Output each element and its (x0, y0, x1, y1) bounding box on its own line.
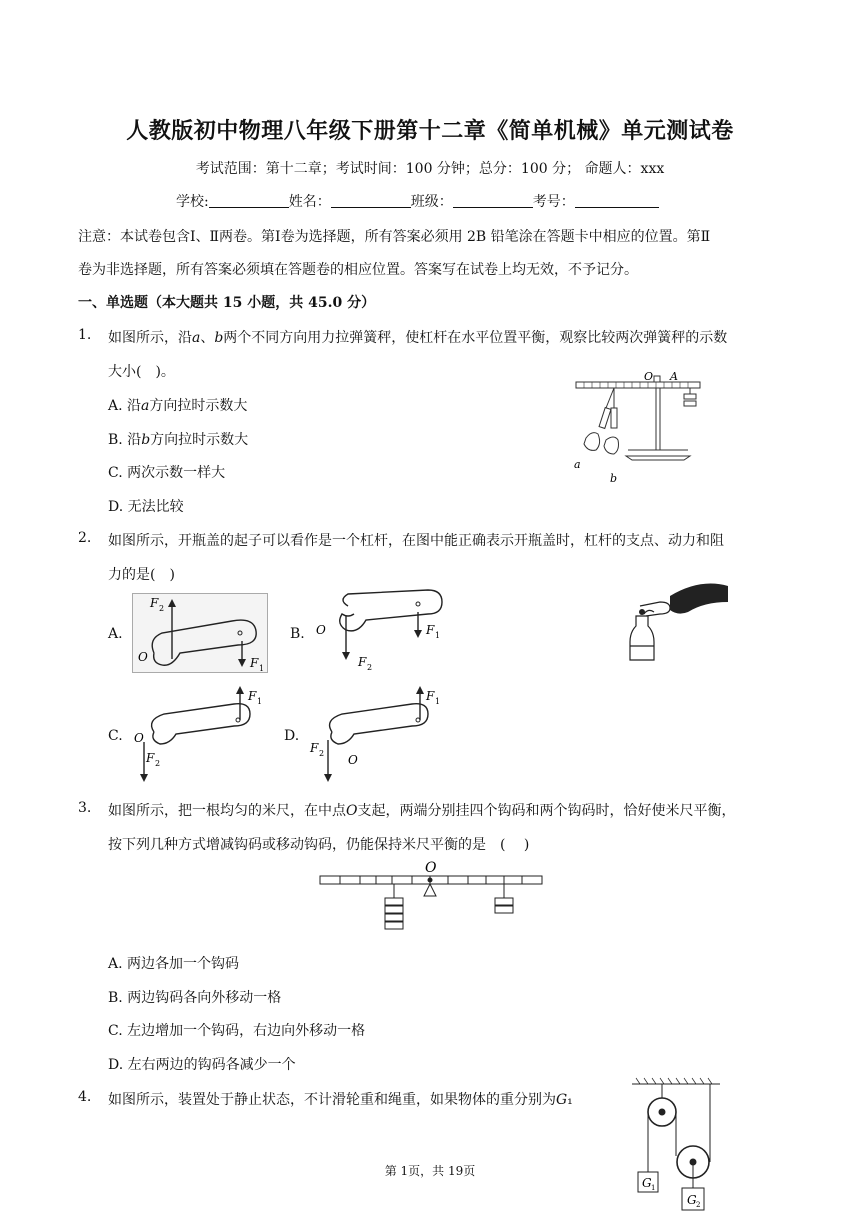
opener-figure-d (306, 682, 456, 782)
page-footer: 第 1页，共 19页 (384, 1164, 476, 1178)
fig4-label-g1-sub: 1 (651, 1184, 656, 1192)
option-b[interactable]: B. (290, 626, 305, 642)
fig2b-label-f1-sub: 1 (435, 631, 441, 640)
fig2d-label-f2-sub: 2 (319, 749, 325, 758)
meter-stick-figure (318, 860, 544, 942)
question-2-text-line2: 力的是( ) (108, 567, 175, 583)
section-heading: 一、单选题（本大题共 15 小题，共 45.0 分） (78, 295, 376, 311)
fig4-label-g2-sub: 2 (696, 1201, 701, 1209)
pulley-system-figure (630, 1076, 722, 1214)
opener-figure-b (312, 590, 452, 674)
question-1-text-line2: 大小( )。 (108, 364, 175, 380)
fig2d-label-f1-sub: 1 (435, 697, 441, 706)
fig2c-label-f2-sub: 2 (155, 759, 161, 768)
question-text-line1: 如图所示，开瓶盖的起子可以看作是一个杠杆，在图中能正确表示开瓶盖时，杠杆的支点、动力和阻 (108, 533, 724, 549)
exam-info: 考试范围：第十二章；考试时间：100 分钟；总分：100 分； 命题人：xxx (195, 161, 665, 177)
page-title: 人教版初中物理八年级下册第十二章《简单机械》单元测试卷 (126, 118, 734, 144)
option-b[interactable]: B. 两边钩码各向外移动一格 (108, 990, 282, 1006)
number-blank[interactable] (575, 193, 659, 208)
fig1-label-b: b (610, 472, 618, 485)
name-blank[interactable] (331, 193, 411, 208)
notice-line-2: 卷为非选择题，所有答案必须填在答题卷的相应位置。答案写在试卷上均无效，不予记分。 (78, 262, 638, 278)
fig2d-label-o: O (348, 753, 358, 767)
class-blank[interactable] (453, 193, 533, 208)
fig2a-label-f2: F (150, 596, 159, 610)
school-label: 学校: (176, 194, 209, 210)
fig3-label-o: O (425, 860, 437, 876)
fig4-label-g1: G (642, 1176, 652, 1190)
fig1-label-a-point: A (670, 370, 678, 383)
option-c[interactable]: C. 两次示数一样大 (108, 465, 226, 481)
question-number: 3. (78, 800, 92, 816)
fig2b-label-f1: F (426, 623, 435, 637)
bottle-opener-hand-figure (626, 576, 730, 662)
student-fields (176, 191, 659, 211)
fig2b-label-f2: F (358, 655, 367, 669)
option-a[interactable]: A. 沿𝑎方向拉时示数大 (108, 398, 248, 414)
option-d[interactable]: D. (284, 728, 300, 744)
option-a[interactable]: A. 两边各加一个钩码 (108, 956, 240, 972)
question-number: 1. (78, 327, 92, 343)
fig1-label-a: a (574, 458, 581, 471)
option-c[interactable]: C. (108, 728, 123, 744)
fig2a-label-f1: F (250, 656, 259, 670)
fig2b-label-o: O (316, 623, 326, 637)
fig2c-label-f2: F (146, 751, 155, 765)
lever-balance-figure (566, 368, 706, 488)
question-number: 2. (78, 530, 92, 546)
school-blank[interactable] (209, 193, 289, 208)
fig2b-label-f2-sub: 2 (367, 663, 373, 672)
option-b[interactable]: B. 沿𝑏方向拉时示数大 (108, 432, 249, 448)
fig2c-label-o: O (134, 731, 144, 745)
name-label: 姓名： (288, 194, 331, 210)
question-text-line1: 如图所示，装置处于静止状态，不计滑轮重和绳重，如果物体的重分别为𝐺₁ (108, 1092, 573, 1108)
fig2d-label-f2: F (310, 741, 319, 755)
question-3-text-line2: 按下列几种方式增减钩码或移动钩码，仍能保持米尺平衡的是 ( ) (108, 837, 530, 853)
fig2a-label-f1-sub: 1 (259, 664, 265, 673)
fig2a-label-o: O (138, 650, 148, 664)
opener-figure-c (130, 682, 270, 782)
class-label: 班级： (410, 194, 453, 210)
fig2c-label-f1-sub: 1 (257, 697, 263, 706)
option-a[interactable]: A. (108, 626, 123, 642)
option-d[interactable]: D. 左右两边的钩码各减少一个 (108, 1057, 296, 1073)
option-c[interactable]: C. 左边增加一个钩码，右边向外移动一格 (108, 1023, 366, 1039)
fig2d-label-f1: F (426, 689, 435, 703)
fig4-label-g2: G (687, 1193, 697, 1207)
fig2a-label-f2-sub: 2 (159, 604, 165, 613)
question-text-line1: 如图所示，把一根均匀的米尺，在中点𝑂支起，两端分别挂四个钩码和两个钩码时，恰好使米尺平衡， (108, 803, 736, 819)
fig2c-label-f1: F (248, 689, 257, 703)
notice-line-1: 注意：本试卷包含Ⅰ、Ⅱ两卷。第Ⅰ卷为选择题，所有答案必须用 2B 铅笔涂在答题卡中相应的位置。第Ⅱ (78, 229, 711, 245)
question-text-line1: 如图所示，沿𝑎、𝑏两个不同方向用力拉弹簧秤，使杠杆在水平位置平衡，观察比较两次弹簧秤的示数 (108, 330, 728, 346)
opener-figure-a (132, 593, 268, 673)
question-number: 4. (78, 1089, 92, 1105)
option-d[interactable]: D. 无法比较 (108, 499, 184, 515)
number-label: 考号： (532, 194, 575, 210)
fig1-label-o: O (644, 370, 654, 383)
